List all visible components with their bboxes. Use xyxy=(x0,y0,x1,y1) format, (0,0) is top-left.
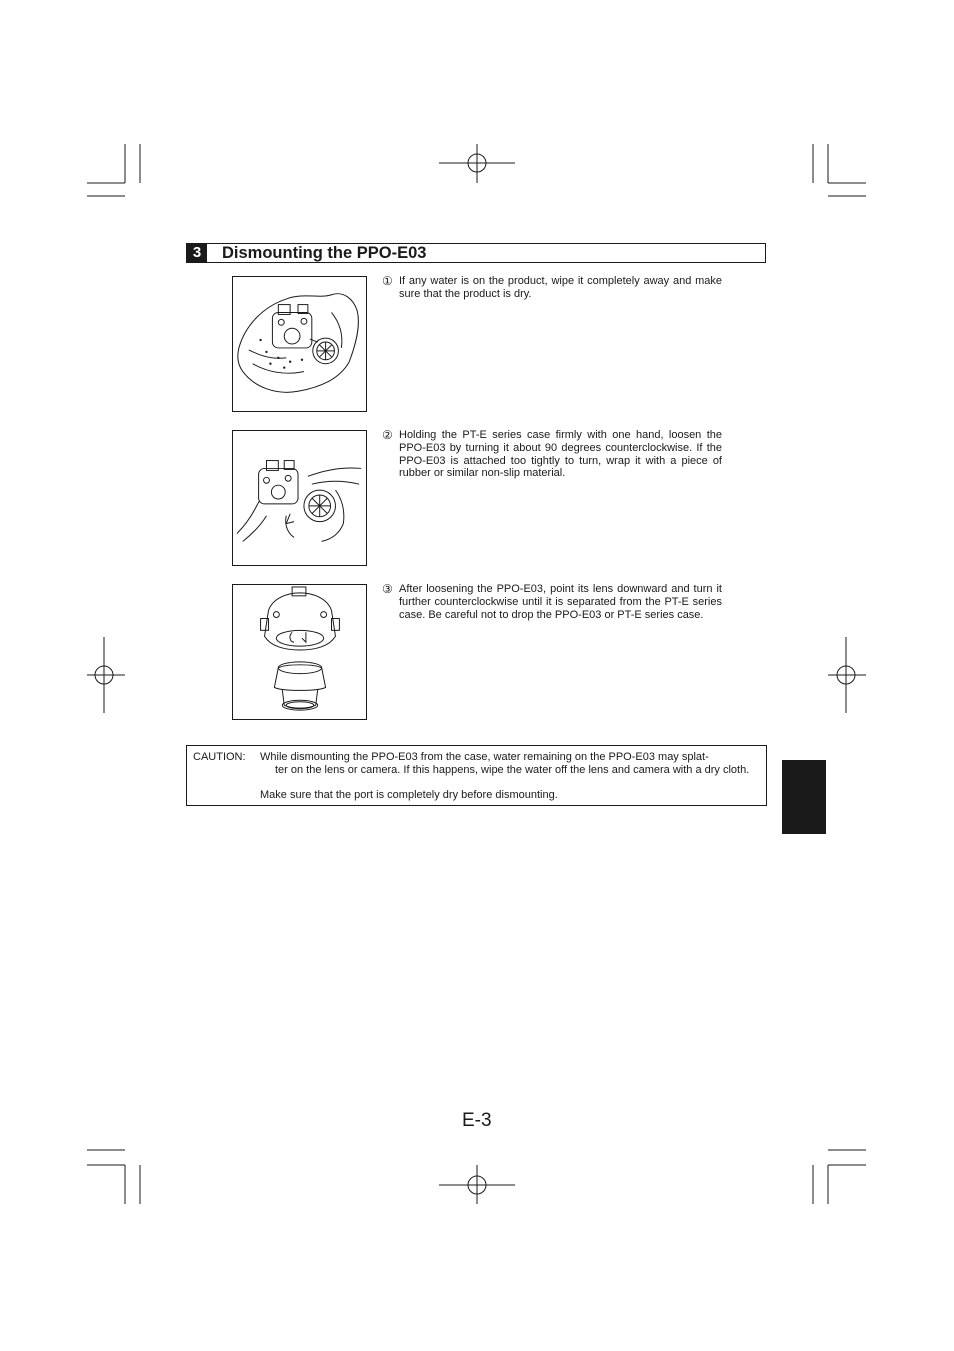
caution-label: CAUTION: xyxy=(193,751,246,763)
caution-line-3: Make sure that the port is completely dry before dismounting. xyxy=(260,789,558,801)
caution-continuation: ter on the lens or camera. If this happens, wipe the water off the lens and camera with a dry cloth. xyxy=(275,764,750,776)
step-2-marker: ② xyxy=(382,428,393,442)
step-1 xyxy=(382,275,722,301)
section-header xyxy=(186,243,766,263)
step-3-marker: ③ xyxy=(382,582,393,596)
caution-box xyxy=(186,745,767,806)
section-number: 3 xyxy=(187,244,207,262)
hands-turning-port-illustration xyxy=(233,431,366,565)
step-3-text: After loosening the PPO-E03, point its lens downward and turn it further counterclockwise until it is separated from the PT-E series case. Be careful not to drop the PPO-E03 or PT-E series case. xyxy=(399,583,722,621)
step-2-text: Holding the PT-E series case firmly with one hand, loosen the PPO-E03 by turning it about 90 degrees counterclockwise. If the PPO-E03 is attached too tightly to turn, wrap it with a piece of rubber or similar non-slip material. xyxy=(399,429,722,480)
page-number: E-3 xyxy=(462,1110,492,1131)
step-3-figure xyxy=(232,584,367,720)
side-tab-marker xyxy=(782,760,826,834)
section-title: Dismounting the PPO-E03 xyxy=(222,244,427,262)
step-3 xyxy=(382,583,722,621)
port-separated-illustration xyxy=(233,585,366,719)
caution-line-1: While dismounting the PPO-E03 from the case, water remaining on the PPO-E03 may splat- xyxy=(260,751,709,763)
step-2-figure xyxy=(232,430,367,566)
towel-wiping-case-illustration xyxy=(233,277,366,411)
step-1-figure xyxy=(232,276,367,412)
step-1-marker: ① xyxy=(382,274,393,288)
step-1-text: If any water is on the product, wipe it completely away and make sure that the product is dry. xyxy=(399,275,722,300)
step-2 xyxy=(382,429,722,480)
